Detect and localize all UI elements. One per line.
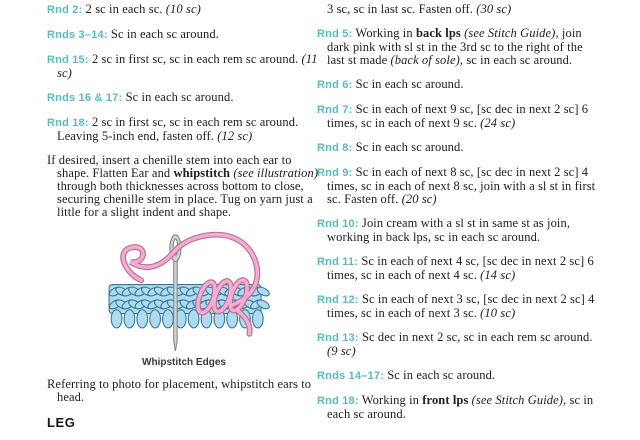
pattern-round xyxy=(317,78,599,92)
text-run: Working in xyxy=(358,393,423,407)
text-run: Sc in each sc around. xyxy=(352,140,464,154)
text-run: (see illustration) xyxy=(233,166,319,180)
pattern-round xyxy=(317,255,599,282)
text-run: (24 sc) xyxy=(480,116,516,130)
pattern-paragraph xyxy=(47,154,321,219)
text-run: (see Stitch Guide) xyxy=(464,26,556,40)
stitch-shape xyxy=(137,310,148,328)
text-run: (20 sc) xyxy=(401,192,437,206)
left-column-bottom xyxy=(47,378,321,404)
text-run: Sc in each of next 9 sc, [sc dec in next 2 sc] 6 times, sc in each of next 9 sc. xyxy=(327,102,589,130)
whipstitch-illustration xyxy=(98,230,270,352)
text-run: Sc in each sc around. xyxy=(352,77,464,91)
round-label: Rnd 10: xyxy=(317,218,359,230)
pattern-round xyxy=(47,28,321,42)
text-run: (see Stitch Guide) xyxy=(471,393,564,407)
round-label: Rnd 15: xyxy=(47,54,89,66)
pattern-round xyxy=(317,217,599,244)
text-run: If desired, insert a chenille stem into each ear to shape. Flatten Ear and xyxy=(47,153,292,180)
round-label: Rnd 18: xyxy=(317,395,359,407)
text-run: (14 sc) xyxy=(480,268,516,282)
text-run: Sc in each sc around. xyxy=(384,368,496,382)
round-label: Rnd 18: xyxy=(47,117,89,129)
pattern-round xyxy=(47,116,321,143)
text-run: (10 sc) xyxy=(165,2,201,16)
round-label: Rnds 16 & 17: xyxy=(47,92,123,104)
text-run: back lps xyxy=(415,26,461,40)
stitch-shape xyxy=(111,310,122,328)
text-run: Working in xyxy=(352,26,416,40)
text-run: through both thicknesses across bottom to close, securing chenille stem in place. Tug on yarn just a little for a slight indent and shape. xyxy=(57,179,313,219)
pattern-round xyxy=(47,91,321,105)
pattern-round xyxy=(317,141,599,155)
text-run: (back of sole) xyxy=(390,53,460,67)
pattern-round xyxy=(317,394,599,421)
text-run: Sc in each sc around. xyxy=(107,27,219,41)
round-label: Rnd 7: xyxy=(317,104,353,116)
stitch-shape xyxy=(150,310,161,328)
text-run: Sc in each of next 8 sc, [sc dec in next 2 sc] 4 times, sc in each of next 8 sc, join with a sl st in first sc. Fasten off. xyxy=(327,165,596,206)
round-label: Rnd 13: xyxy=(317,332,359,344)
text-run: (11 sc) xyxy=(57,52,318,80)
pattern-round xyxy=(47,53,321,80)
stitch-shape xyxy=(252,310,263,328)
round-label: Rnd 5: xyxy=(317,28,353,40)
round-label: Rnd 9: xyxy=(317,167,353,179)
round-label: Rnds 14–17: xyxy=(317,370,385,382)
pattern-round xyxy=(317,103,599,130)
text-run: (12 sc) xyxy=(217,129,253,143)
text-run: 2 sc in first sc, sc in each rem sc around. Leaving 5-inch end, fasten off. xyxy=(57,115,299,143)
round-label: Rnd 11: xyxy=(317,256,359,268)
text-run: (10 sc) xyxy=(480,306,516,320)
pattern-round xyxy=(317,293,599,320)
figure-caption: Whipstitch Edges xyxy=(142,357,226,368)
left-column-top xyxy=(47,3,321,219)
text-run: Sc in each sc around. xyxy=(122,90,234,104)
text-run: , join dark pink with sl st in the 3rd sc to the right of the last st made xyxy=(327,26,583,67)
pattern-round xyxy=(317,331,599,358)
text-run: 2 sc in each sc. xyxy=(82,2,166,16)
pattern-paragraph xyxy=(317,3,599,16)
stitch-shape xyxy=(163,310,174,328)
left-column xyxy=(47,3,321,430)
text-run: whipstitch xyxy=(173,166,231,180)
round-label: Rnd 6: xyxy=(317,79,353,91)
pattern-round xyxy=(317,369,599,383)
text-run: Sc in each of next 3 sc, [sc dec in next 2 sc] 4 times, sc in each of next 3 sc. xyxy=(327,292,595,320)
whipstitch-figure xyxy=(47,230,321,368)
round-label: Rnd 2: xyxy=(47,4,83,16)
text-run: Sc in each of next 4 sc, [sc dec in next 2 sc] 6 times, sc in each of next 4 sc. xyxy=(327,254,594,282)
text-run: , sc in each sc around. xyxy=(327,393,594,421)
pattern-paragraph xyxy=(47,378,321,404)
text-run: Sc dec in next 2 sc, sc in each rem sc around. xyxy=(358,330,593,344)
text-run: , sc in each sc around. xyxy=(459,53,573,67)
round-label: Rnd 12: xyxy=(317,294,359,306)
round-label: Rnd 8: xyxy=(317,142,353,154)
pattern-round xyxy=(317,166,599,206)
text-run: 2 sc in first sc, sc in each rem sc around. xyxy=(88,52,302,66)
text-run: 3 sc, sc in last sc. Fasten off. xyxy=(327,2,477,16)
text-run: Join cream with a sl st in same st as join, working in back lps, sc in each sc around. xyxy=(327,216,571,244)
text-run: front lps xyxy=(422,393,469,407)
right-column xyxy=(317,3,599,432)
text-run: (9 sc) xyxy=(327,344,356,358)
text-run: Referring to photo for placement, whipstitch ears to head. xyxy=(47,377,312,404)
pattern-round xyxy=(47,3,321,17)
pattern-round xyxy=(317,27,599,67)
text-run: (30 sc) xyxy=(476,2,512,16)
stitch-shape xyxy=(124,310,135,328)
section-heading-leg: LEG xyxy=(47,415,76,430)
round-label: Rnds 3–14: xyxy=(47,29,108,41)
